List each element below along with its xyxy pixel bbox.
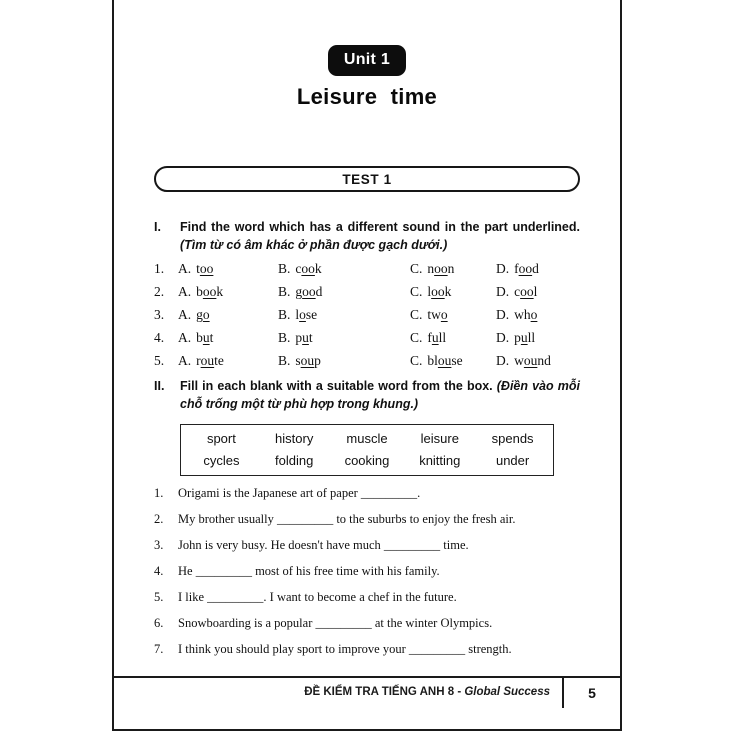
unit-badge: Unit 1 [328, 45, 406, 76]
option-c [410, 352, 496, 369]
page-content [114, 218, 620, 658]
word-underlined: o [440, 307, 448, 323]
word-underlined: ou [300, 353, 315, 369]
word-post: k [444, 284, 452, 300]
word-pre: t [196, 261, 200, 277]
word-box-word: muscle [346, 430, 388, 446]
sentence-number: 7. [154, 641, 164, 656]
option-word [427, 261, 454, 276]
option-label: B. [278, 330, 291, 346]
phonetics-row [154, 352, 580, 369]
option-d [496, 352, 580, 369]
word-box-word: leisure [420, 430, 459, 446]
page-footer [114, 676, 620, 729]
option-c [410, 329, 496, 346]
test-badge: TEST 1 [154, 166, 580, 192]
option-b [278, 283, 410, 300]
option-word [514, 284, 537, 299]
phonetics-rows [154, 260, 580, 369]
option-d [496, 283, 580, 300]
phonetics-row [154, 283, 580, 300]
word-post: nd [537, 353, 551, 369]
word-post: ll [438, 330, 447, 346]
word-box-row [185, 430, 549, 447]
book-title-text: ĐỀ KIỂM TRA TIẾNG ANH 8 - [304, 686, 465, 698]
section1-numeral: I. [154, 220, 161, 234]
word-box-word: folding [275, 452, 314, 468]
word-pre: b [196, 284, 203, 300]
page-number: 5 [588, 685, 596, 701]
option-label: D. [496, 307, 510, 323]
sentence-item [154, 485, 580, 502]
option-label: C. [410, 261, 423, 277]
word-pre: w [514, 353, 524, 369]
fill-blank-sentences [154, 485, 580, 658]
word-pre: g [295, 284, 303, 300]
word-post: n [447, 261, 455, 277]
option-a [178, 260, 278, 277]
word-underlined: ou [200, 353, 215, 369]
sentence-text: He _________ most of his free time with his family. [178, 563, 440, 578]
sentence-item [154, 537, 580, 554]
option-word [514, 353, 551, 368]
word-underlined: oo [431, 284, 445, 300]
word-pre: f [514, 261, 519, 277]
word-post: d [315, 284, 323, 300]
word-box-row [185, 452, 549, 469]
option-word [427, 284, 451, 299]
sentence-item [154, 641, 580, 658]
word-underlined: o [530, 307, 538, 323]
word-post: t [209, 330, 214, 346]
option-label: D. [496, 330, 510, 346]
word-underlined: u [520, 330, 528, 346]
word-post: k [314, 261, 322, 277]
option-word [196, 353, 224, 368]
option-label: C. [410, 330, 423, 346]
word-underlined: oo [301, 261, 315, 277]
word-post: ll [527, 330, 536, 346]
word-underlined: oo [302, 284, 316, 300]
row-number: 5. [154, 353, 165, 369]
option-label: D. [496, 284, 510, 300]
option-label: B. [278, 353, 291, 369]
sentence-number: 6. [154, 615, 164, 630]
option-word [295, 284, 322, 299]
word-pre: n [427, 261, 435, 277]
sentence-number: 4. [154, 563, 164, 578]
sentence-number: 2. [154, 511, 164, 526]
word-underlined: oo [520, 284, 534, 300]
option-label: D. [496, 353, 510, 369]
instruction-vi: (Điền vào mỗi chỗ trống một từ phù hợp trong khung.) [180, 379, 580, 412]
word-post: se [451, 353, 463, 369]
option-label: A. [178, 353, 192, 369]
word-pre: f [427, 330, 432, 346]
option-word [427, 353, 462, 368]
option-a [178, 283, 278, 300]
word-pre: c [295, 261, 302, 277]
option-d [496, 306, 580, 323]
word-box-word: cycles [203, 452, 240, 468]
option-b [278, 352, 410, 369]
word-underlined: oo [434, 261, 448, 277]
sentence-item [154, 589, 580, 606]
option-word [514, 261, 539, 276]
option-label: C. [410, 307, 423, 323]
sentence-item [154, 511, 580, 528]
word-pre: b [196, 330, 203, 346]
sentence-number: 3. [154, 537, 164, 552]
word-pre: c [514, 284, 521, 300]
word-pre: s [295, 353, 301, 369]
word-underlined: ou [437, 353, 452, 369]
sentence-text: I like _________. I want to become a chef in the future. [178, 589, 457, 604]
option-word [196, 284, 223, 299]
phonetics-row [154, 306, 580, 323]
option-label: A. [178, 261, 192, 277]
option-word [295, 330, 312, 345]
option-label: A. [178, 284, 192, 300]
word-box-word: sport [206, 430, 236, 446]
instruction-vi: (Tìm từ có âm khác ở phần được gạch dưới.) [180, 238, 448, 253]
option-label: A. [178, 330, 192, 346]
word-underlined: oo [518, 261, 533, 277]
word-pre: bl [427, 353, 438, 369]
word-underlined: u [302, 330, 309, 346]
word-post: t [308, 330, 313, 346]
word-post: d [532, 261, 539, 277]
page-title: Leisure time [296, 84, 438, 109]
sentence-text: Snowboarding is a popular _________ at the winter Olympics. [178, 615, 493, 630]
word-pre: r [196, 353, 201, 369]
section1-heading [154, 218, 580, 254]
option-label: C. [410, 284, 423, 300]
row-number: 4. [154, 330, 165, 346]
row-number: 1. [154, 261, 165, 277]
word-underlined: o [299, 307, 306, 323]
sentence-item [154, 615, 580, 632]
option-label: D. [496, 261, 510, 277]
sentence-text: John is very busy. He doesn't have much _________ time. [178, 537, 469, 552]
option-word [196, 307, 210, 322]
option-word [427, 330, 446, 345]
word-underlined: o [202, 307, 210, 323]
option-label: B. [278, 261, 291, 277]
option-c [410, 306, 496, 323]
word-pre: l [427, 284, 432, 300]
word-underlined: u [431, 330, 439, 346]
word-pre: wh [514, 307, 531, 323]
word-post: p [314, 353, 321, 369]
word-pre: p [295, 330, 303, 346]
row-number: 3. [154, 307, 165, 323]
instruction-en: Find the word which has a different sound in the part underlined. [180, 220, 580, 234]
footer-book-title [304, 678, 550, 729]
option-a [178, 329, 278, 346]
option-d [496, 329, 580, 346]
option-a [178, 352, 278, 369]
option-b [278, 329, 410, 346]
word-underlined: oo [202, 284, 217, 300]
sentence-number: 5. [154, 589, 164, 604]
word-box-word: history [275, 430, 314, 446]
option-d [496, 260, 580, 277]
option-c [410, 283, 496, 300]
option-label: A. [178, 307, 192, 323]
book-series-text: Global Success [464, 686, 550, 698]
option-word [196, 261, 213, 276]
option-word [295, 261, 321, 276]
word-post: l [533, 284, 538, 300]
instruction-en: Fill in each blank with a suitable word from the box. [180, 379, 493, 394]
option-word [427, 307, 447, 322]
option-word [514, 330, 535, 345]
sentence-text: Origami is the Japanese art of paper _________. [178, 485, 421, 500]
word-box [180, 424, 554, 476]
word-pre: tw [427, 307, 441, 323]
word-pre: l [295, 307, 300, 323]
word-underlined: oo [199, 261, 214, 277]
word-box-word: cooking [344, 452, 390, 468]
option-label: B. [278, 307, 291, 323]
word-post: se [305, 307, 318, 323]
option-a [178, 306, 278, 323]
option-label: B. [278, 284, 291, 300]
sentence-item [154, 563, 580, 580]
option-word [295, 353, 321, 368]
word-underlined: u [202, 330, 210, 346]
word-pre: g [196, 307, 203, 323]
section2-instruction [180, 377, 580, 413]
phonetics-row [154, 260, 580, 277]
row-number: 2. [154, 284, 165, 300]
word-pre: p [514, 330, 521, 346]
sentence-text: I think you should play sport to improve your _________ strength. [178, 641, 512, 656]
word-box-word: knitting [419, 452, 461, 468]
section2-heading [154, 377, 580, 413]
sentence-text: My brother usually _________ to the suburbs to enjoy the fresh air. [178, 511, 516, 526]
word-post: te [214, 353, 224, 369]
word-post: k [216, 284, 224, 300]
section2-numeral: II. [154, 379, 165, 394]
option-b [278, 306, 410, 323]
book-page [112, 0, 622, 731]
option-label: C. [410, 353, 423, 369]
section1-instruction [180, 218, 580, 254]
word-box-word: spends [491, 430, 534, 446]
option-word [196, 330, 213, 345]
sentence-number: 1. [154, 485, 164, 500]
word-box-word: under [495, 452, 530, 468]
option-word [514, 307, 537, 322]
option-c [410, 260, 496, 277]
option-word [295, 307, 317, 322]
option-b [278, 260, 410, 277]
phonetics-row [154, 329, 580, 346]
word-underlined: ou [523, 353, 538, 369]
